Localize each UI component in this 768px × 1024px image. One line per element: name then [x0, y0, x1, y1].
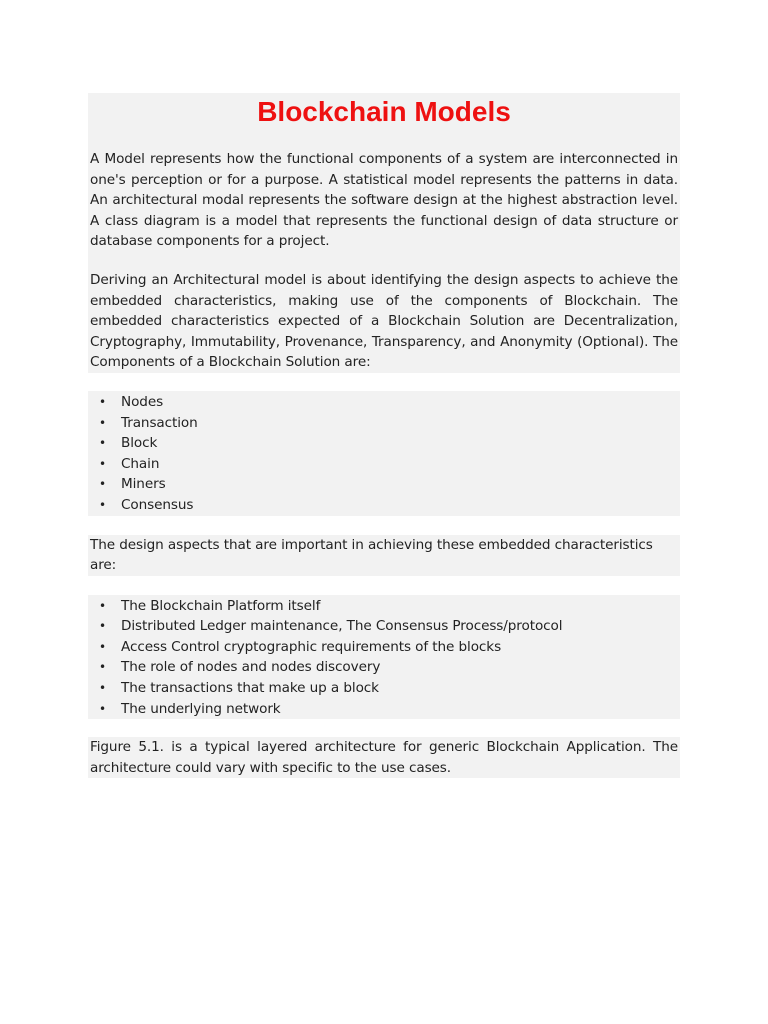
list-item: • Chain [88, 454, 680, 475]
components-list-block [88, 391, 680, 516]
paragraph-architectural-model: Deriving an Architectural model is about identifying the design aspects to achieve the embedded characteristics, making use of the components of Blockchain. The embedded characteristics expected of a Blockchain Solution are Decentralization, Cryptography, Immutability, Provenance, Transparency, and Anonymity (Optional). The Components of a Blockchain Solution are: [90, 271, 678, 371]
paragraph-model-definition: A Model represents how the functional components of a system are interconnected in one's perception or for a purpose. A statistical model represents the patterns in data. An architectural modal represents the software design at the highest abstraction level. A class diagram is a model that represents the functional design of data structure or database components for a project. [90, 151, 678, 250]
list-item: • Transaction [88, 413, 680, 434]
paragraph-spacer [88, 252, 680, 270]
section-gap [88, 373, 680, 391]
figure-note-block [88, 737, 680, 778]
paragraph-figure-note: Figure 5.1. is a typical layered architecture for generic Blockchain Application. The architecture could vary with specific to the use cases. [90, 739, 678, 776]
list-item: • Block [88, 433, 680, 454]
list-item: • The role of nodes and nodes discovery [88, 657, 680, 678]
list-item: • Nodes [88, 392, 680, 413]
design-aspects-intro: The design aspects that are important in achieving these embedded characteristics are: [88, 535, 680, 576]
design-aspects-list [88, 596, 680, 720]
section-gap [88, 719, 680, 737]
design-aspects-intro-block [88, 535, 680, 576]
title-block [88, 93, 680, 139]
document-page [88, 93, 680, 778]
list-item: • Consensus [88, 495, 680, 516]
list-item: • Miners [88, 474, 680, 495]
design-aspects-list-block [88, 595, 680, 720]
section-gap [88, 516, 680, 535]
list-item: • Access Control cryptographic requirements of the blocks [88, 637, 680, 658]
list-item: • The Blockchain Platform itself [88, 596, 680, 617]
page-title: Blockchain Models [257, 96, 511, 127]
list-item: • The underlying network [88, 699, 680, 720]
list-item: • Distributed Ledger maintenance, The Consensus Process/protocol [88, 616, 680, 637]
section-gap [88, 576, 680, 595]
list-item: • The transactions that make up a block [88, 678, 680, 699]
components-list [88, 392, 680, 516]
intro-block [88, 139, 680, 373]
